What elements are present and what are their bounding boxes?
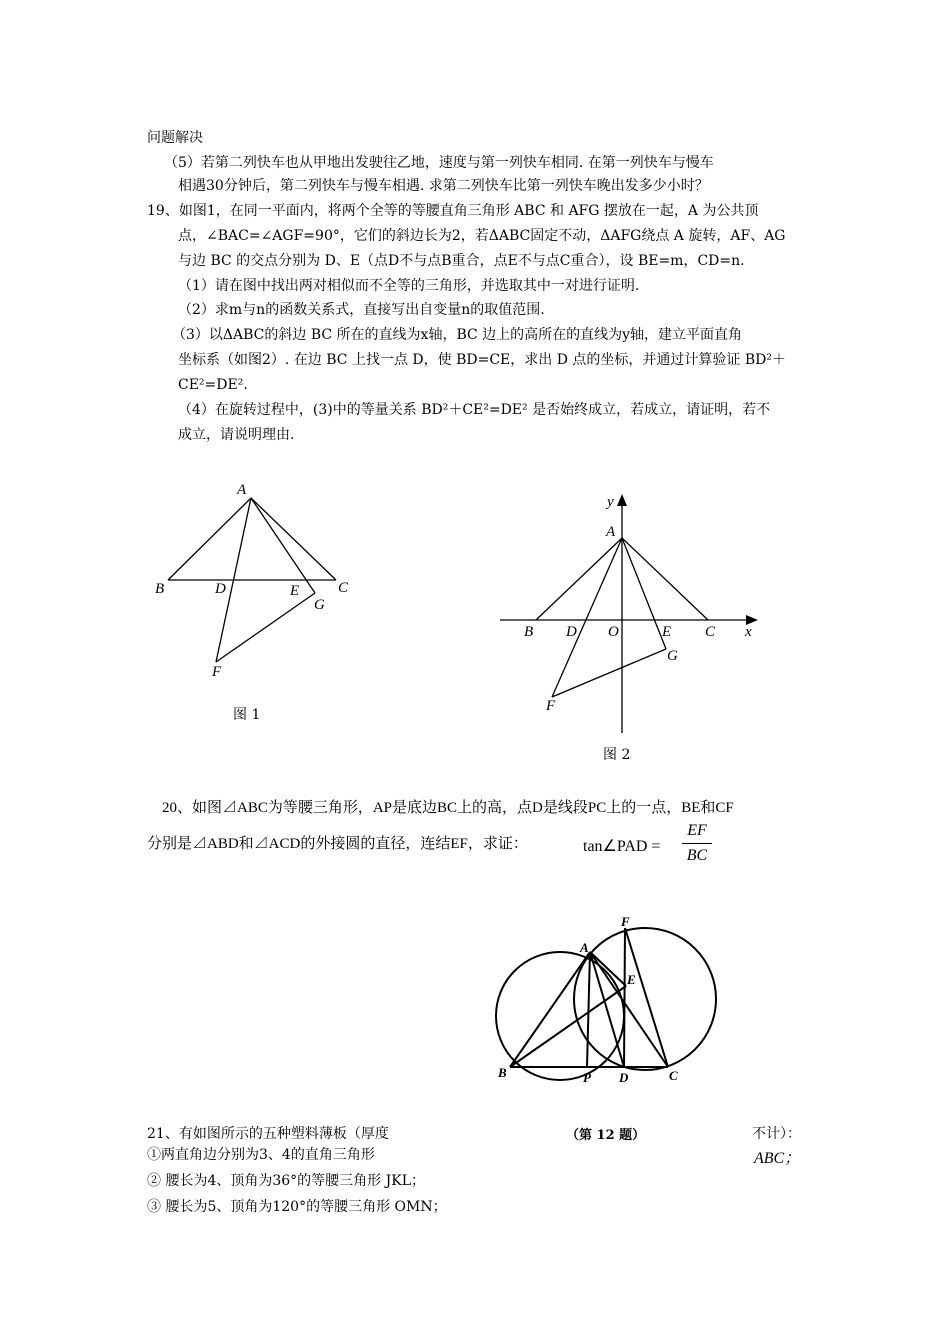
figure-circles-diagram	[470, 910, 770, 1125]
q21-line1: 21、有如图所示的五种塑料薄板（厚度	[147, 1126, 389, 1142]
q21-item3: ③ 腰长为5、顶角为120°的等腰三角形 OMN；	[147, 1199, 447, 1215]
q19-part1: （1）请在图中找出两对相似而不全等的三角形，并选取其中一对进行证明.	[178, 278, 640, 294]
q19-part3-line3: CE²=DE².	[178, 377, 248, 393]
q19-part4-line1: （4）在旋转过程中，(3)中的等量关系 BD²＋CE²=DE² 是否始终成立，若成立，请证明，若不	[178, 402, 771, 418]
fig2-label-y: y	[607, 494, 614, 510]
fig1-label-b: B	[155, 581, 165, 597]
q18-part5-line1: （5）若第二列快车也从甲地出发驶往乙地，速度与第一列快车相同. 在第一列快车与慢车	[164, 155, 714, 171]
fig2-label-e: E	[662, 624, 672, 640]
q20-line1: 20、如图⊿ABC为等腰三角形，AP是底边BC上的高，点D是线段PC上的一点，BE和CF	[162, 800, 734, 816]
fig2-label-f: F	[546, 698, 556, 714]
q19-part2: （2）求m与n的函数关系式，直接写出自变量n的取值范围.	[178, 302, 545, 318]
q21-item2: ② 腰长为4、顶角为36°的等腰三角形 JKL；	[147, 1173, 425, 1189]
fig3-label-c: C	[669, 1068, 678, 1083]
fig1-label-e: E	[290, 583, 300, 599]
fig2-label-b: B	[524, 624, 534, 640]
heading-problem-solving: 问题解决	[147, 130, 203, 146]
fig2-label-g: G	[667, 648, 678, 664]
fig1-label-c: C	[338, 580, 349, 596]
fig1-label-g: G	[314, 597, 325, 613]
fig2-label-x: x	[745, 624, 752, 640]
q19-line3: 与边 BC 的交点分别为 D、E（点D不与点B重合，点E不与点C重合），设 BE=m，CD=n.	[178, 253, 745, 269]
formula-lhs: tan∠PAD =	[583, 838, 661, 855]
fig3-label-f: F	[621, 914, 630, 929]
q21-line1-end: 不计）：	[752, 1126, 801, 1142]
y-axis-arrowhead	[617, 494, 627, 506]
figure-2-diagram	[500, 490, 770, 740]
q19-part3-line2: 坐标系（如图2）. 在边 BC 上找一点 D，使 BD=CE，求出 D 点的坐标，并通过计算验证 BD²＋	[178, 352, 786, 368]
fig3-label-a: A	[580, 940, 589, 955]
fig2-label-a: A	[606, 524, 616, 540]
q19-line1: 19、如图1，在同一平面内，将两个全等的等腰直角三角形 ABC 和 AFG 摆放在一起，A 为公共顶	[147, 203, 759, 219]
fig1-label-a: A	[237, 482, 247, 498]
fig3-label-b: B	[498, 1065, 507, 1080]
formula-numerator: EF	[687, 822, 707, 839]
q21-item1: ①两直角边分别为3、4的直角三角形	[147, 1147, 375, 1163]
q19-part3-line1: （3）以ΔABC的斜边 BC 所在的直线为x轴，BC 边上的高所在的直线为y轴，建立平面直角	[172, 327, 743, 343]
q19-line2: 点，∠BAC=∠AGF=90°，它们的斜边长为2，若ΔABC固定不动，ΔAFG绕点 A 旋转，AF、AG	[178, 228, 786, 244]
fig1-label-f: F	[212, 664, 222, 678]
fig2-label-o: O	[608, 624, 619, 640]
fig3-label-d: D	[619, 1070, 629, 1085]
q21-item1-end: ABC；	[754, 1150, 801, 1167]
fig2-label-d: D	[566, 624, 577, 640]
figure-1-caption: 图 1	[233, 707, 261, 723]
q18-part5-line2: 相遇30分钟后，第二列快车与慢车相遇. 求第二列快车比第一列快车晚出发多少小时？	[178, 178, 709, 194]
figure-circles-caption: （第 12 题）	[566, 1128, 646, 1143]
q20-line2: 分别是⊿ABD和⊿ACD的外接圆的直径，连结EF，求证：	[147, 836, 528, 852]
formula-denominator: BC	[686, 847, 708, 864]
q19-part4-line2: 成立，请说明理由.	[178, 427, 295, 443]
figure-1-diagram	[145, 478, 365, 678]
fig3-label-e: E	[627, 972, 636, 987]
figure-2-caption: 图 2	[603, 747, 631, 763]
fig1-label-d: D	[215, 581, 226, 597]
fig2-label-c: C	[705, 624, 716, 640]
fraction-bar	[682, 843, 712, 844]
fig3-label-p: P	[583, 1070, 591, 1085]
